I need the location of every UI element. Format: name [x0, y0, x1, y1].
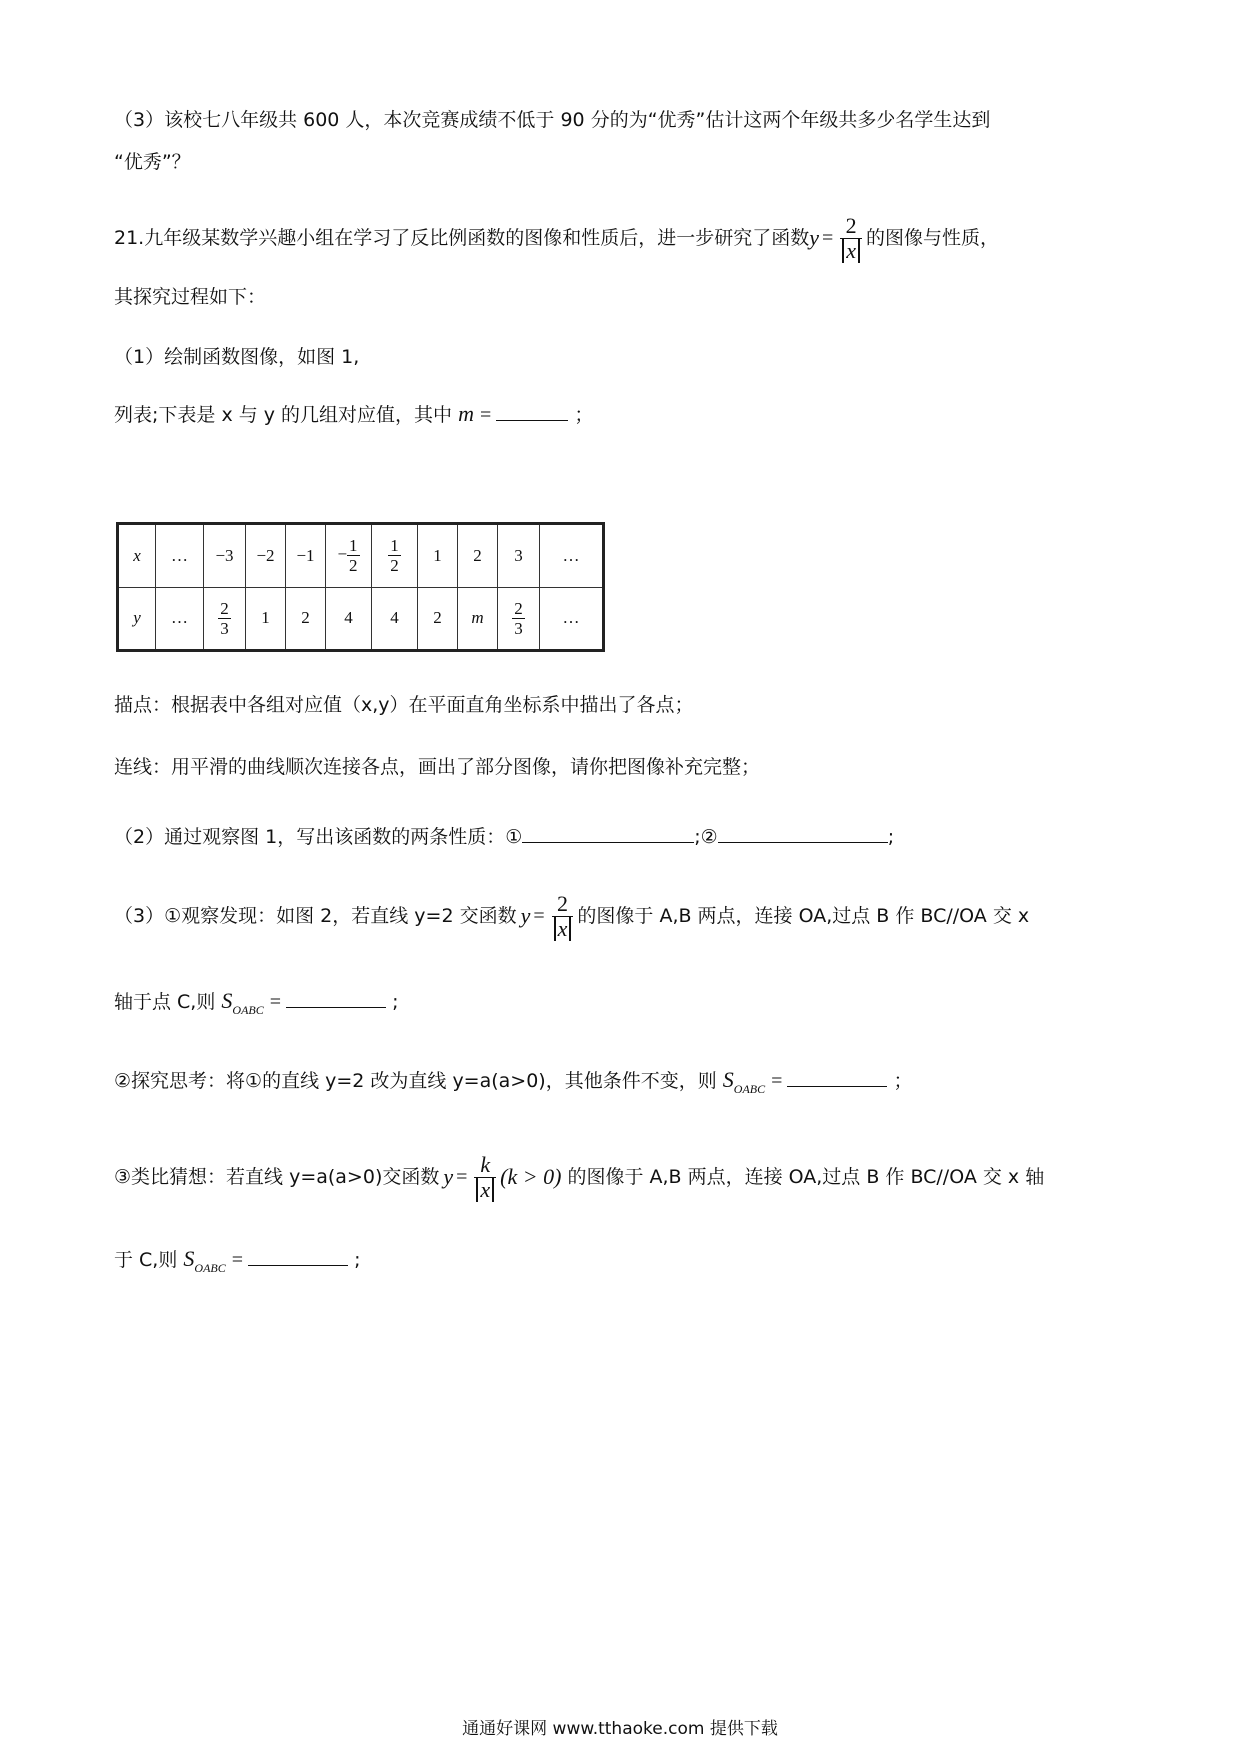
formula-eq: = [821, 227, 834, 249]
cell-x: 2 [458, 524, 498, 588]
part2-text-2: ;② [694, 826, 718, 848]
value-table [116, 522, 605, 652]
sub3-line2-text: 于 C,则 [114, 1249, 178, 1271]
q21-sub3-line2: 于 C,则 $S_{OABC}$ = ; [114, 1246, 361, 1275]
q21-part3 [114, 888, 1029, 944]
formula-denominator: x [842, 238, 860, 263]
q20-part3-line1: （3）该校七八年级共 600 人，本次竞赛成绩不低于 90 分的为“优秀”估计这两个年级共多少名学生达到 [114, 109, 991, 131]
q20-part3-line2: “优秀”？ [114, 151, 191, 173]
cell-x-label: x [118, 524, 156, 588]
part2-text: （2）通过观察图 1，写出该函数的两条性质：① [114, 826, 523, 848]
part3-text-2: 的图像于 A,B 两点，连接 OA,过点 B 作 BC//OA 交 x [577, 905, 1030, 927]
formula-y: y [443, 1164, 454, 1189]
q21-intro-text-2: 的图像与性质， [866, 227, 1000, 249]
q21-sub3 [114, 1147, 1044, 1207]
fraction-num: 2 [514, 598, 523, 618]
q21-part2 [114, 823, 894, 851]
q21-intro-text: 21.九年级某数学兴趣小组在学习了反比例函数的图像和性质后，进一步研究了函数 [114, 227, 810, 249]
q21-intro [114, 210, 999, 266]
cell-x: −3 [204, 524, 246, 588]
sub3-text-2: 的图像于 A,B 两点，连接 OA,过点 B 作 BC//OA 交 x 轴 [567, 1166, 1045, 1188]
part3-text: （3）①观察发现：如图 2，若直线 y=2 交函数 [114, 905, 517, 927]
cell-y-label: y [118, 587, 156, 651]
list-end: ； [574, 404, 594, 426]
table-row-y [118, 587, 604, 651]
cell-x-ellipsis: … [156, 524, 204, 588]
sub2-text: ②探究思考：将①的直线 y=2 改为直线 y=a(a>0)，其他条件不变，则 [114, 1070, 717, 1092]
fraction-den: 2 [349, 556, 358, 576]
list-text: 列表;下表是 x 与 y 的几组对应值，其中 [114, 404, 453, 426]
area-subscript: OABC [194, 1261, 226, 1275]
answer-blank-area1[interactable] [286, 989, 386, 1008]
page-footer: 通通好课网 www.tthaoke.com 提供下载 [462, 1719, 778, 1739]
formula-fraction-k [474, 1153, 496, 1202]
cell-y-m: m [458, 587, 498, 651]
cell-x-neg-half [326, 524, 372, 588]
sub2-end: ； [893, 1070, 913, 1092]
table-row-x [118, 524, 604, 588]
area-subscript: OABC [733, 1082, 766, 1096]
formula-denominator: x [476, 1177, 494, 1202]
answer-blank-area3[interactable] [248, 1247, 348, 1266]
formula-eq: = [456, 1166, 468, 1188]
q21-list-line: 列表;下表是 x 与 y 的几组对应值，其中 m = ； [114, 401, 594, 426]
formula-denominator: x [554, 916, 572, 941]
area-symbol: S [221, 988, 233, 1013]
fraction-den: 2 [390, 556, 399, 576]
cell-x: −1 [286, 524, 326, 588]
cell-y: 2 [286, 587, 326, 651]
q21-intro-line2: 其探究过程如下： [114, 286, 267, 308]
list-var-m: m [458, 401, 474, 426]
formula-eq: = [533, 905, 545, 927]
area-symbol: S [722, 1067, 734, 1092]
cell-y: 4 [326, 587, 372, 651]
cell-x-half [372, 524, 418, 588]
cell-x-ellipsis: … [540, 524, 604, 588]
area-subscript: OABC [232, 1003, 264, 1017]
cell-x: −2 [246, 524, 286, 588]
fraction-num: 2 [220, 598, 229, 618]
formula-numerator-k: k [480, 1151, 491, 1177]
cell-y: 2 [418, 587, 458, 651]
minus-sign: − [337, 544, 348, 564]
formula-y: y [520, 903, 531, 928]
fraction-num: 1 [390, 536, 399, 556]
area-symbol: S [183, 1246, 195, 1271]
formula-fraction [552, 892, 574, 941]
formula-numerator: 2 [557, 890, 569, 916]
part2-end: ; [887, 826, 895, 848]
cell-y-two-thirds [204, 587, 246, 651]
connect-text: 连线：用平滑的曲线顺次连接各点，画出了部分图像，请你把图像补充完整； [114, 756, 761, 778]
q21-part3-line2: 轴于点 C,则 $S_{OABC}$ = ; [114, 988, 399, 1017]
fraction-den: 3 [220, 618, 229, 638]
formula-fraction [840, 214, 862, 263]
cell-y-ellipsis: … [540, 587, 604, 651]
formula-y: y [809, 225, 819, 250]
answer-blank-property2[interactable] [718, 824, 888, 843]
cell-y-two-thirds [498, 587, 540, 651]
part3-line2-text: 轴于点 C,则 [114, 991, 216, 1013]
cell-y-ellipsis: … [156, 587, 204, 651]
cell-y: 1 [246, 587, 286, 651]
q21-sub2: ②探究思考：将①的直线 y=2 改为直线 y=a(a>0)，其他条件不变，则 $S_{OABC}$ = ； [114, 1067, 913, 1096]
sub3-line2-end: ; [354, 1249, 361, 1271]
plot-points-text: 描点：根据表中各组对应值（x,y）在平面直角坐标系中描出了各点； [114, 694, 694, 716]
answer-blank-property1[interactable] [522, 824, 694, 843]
fraction-den: 3 [514, 618, 523, 638]
sub3-text: ③类比猜想：若直线 y=a(a>0)交函数 [114, 1166, 440, 1188]
q21-part1: （1）绘制函数图像，如图 1, [114, 346, 360, 368]
part3-line2-end: ; [392, 991, 399, 1013]
cell-x: 3 [498, 524, 540, 588]
cell-y: 4 [372, 587, 418, 651]
formula-numerator: 2 [845, 212, 857, 238]
k-condition: (k > 0) [500, 1164, 562, 1189]
answer-blank-area2[interactable] [787, 1068, 887, 1087]
cell-x: 1 [418, 524, 458, 588]
fraction-num: 1 [349, 536, 358, 556]
answer-blank-m[interactable] [496, 402, 568, 421]
